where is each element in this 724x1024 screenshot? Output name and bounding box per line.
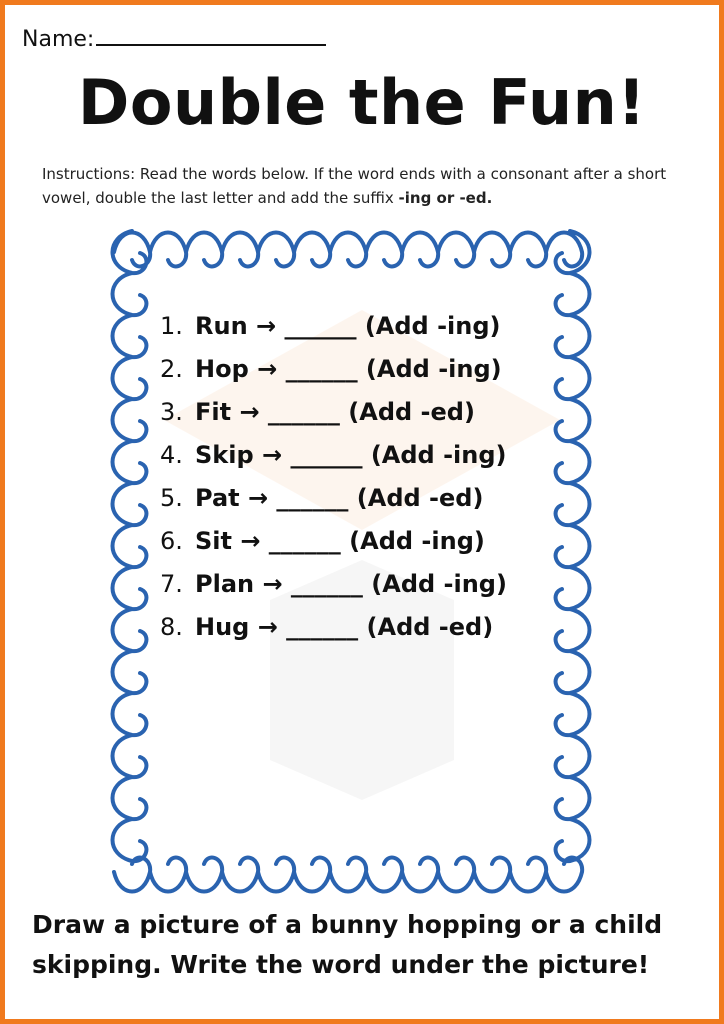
list-item [160,391,515,434]
instructions-text: Instructions: Read the words below. If the word ends with a consonant after a short vowel, double the last letter and add the suffix [42,165,667,207]
word-list [160,305,515,649]
item-text: Plan → ______ (Add -ing) [195,570,507,598]
item-number: 5. [160,484,183,512]
list-item [160,305,515,348]
worksheet-title: Double the Fun! [77,66,647,139]
item-number: 2. [160,355,183,383]
item-text: Run → ______ (Add -ing) [195,312,501,340]
list-item [160,348,515,391]
item-text: Pat → ______ (Add -ed) [195,484,484,512]
item-number: 3. [160,398,183,426]
list-item [160,520,515,563]
item-text: Fit → ______ (Add -ed) [195,398,475,426]
item-number: 8. [160,613,183,641]
item-text: Sit → ______ (Add -ing) [195,527,485,555]
list-item [160,606,515,649]
list-item [160,563,515,606]
name-label: Name: [22,27,95,52]
item-number: 6. [160,527,183,555]
list-item [160,477,515,520]
instructions-suffix: -ing or -ed. [398,189,493,207]
item-text: Hop → ______ (Add -ing) [195,355,502,383]
item-number: 1. [160,312,183,340]
item-number: 7. [160,570,183,598]
item-text: Skip → ______ (Add -ing) [195,441,507,469]
item-text: Hug → ______ (Add -ed) [195,613,494,641]
item-number: 4. [160,441,183,469]
drawing-prompt: Draw a picture of a bunny hopping or a child skipping. Write the word under the picture! [32,910,663,979]
list-item [160,434,515,477]
